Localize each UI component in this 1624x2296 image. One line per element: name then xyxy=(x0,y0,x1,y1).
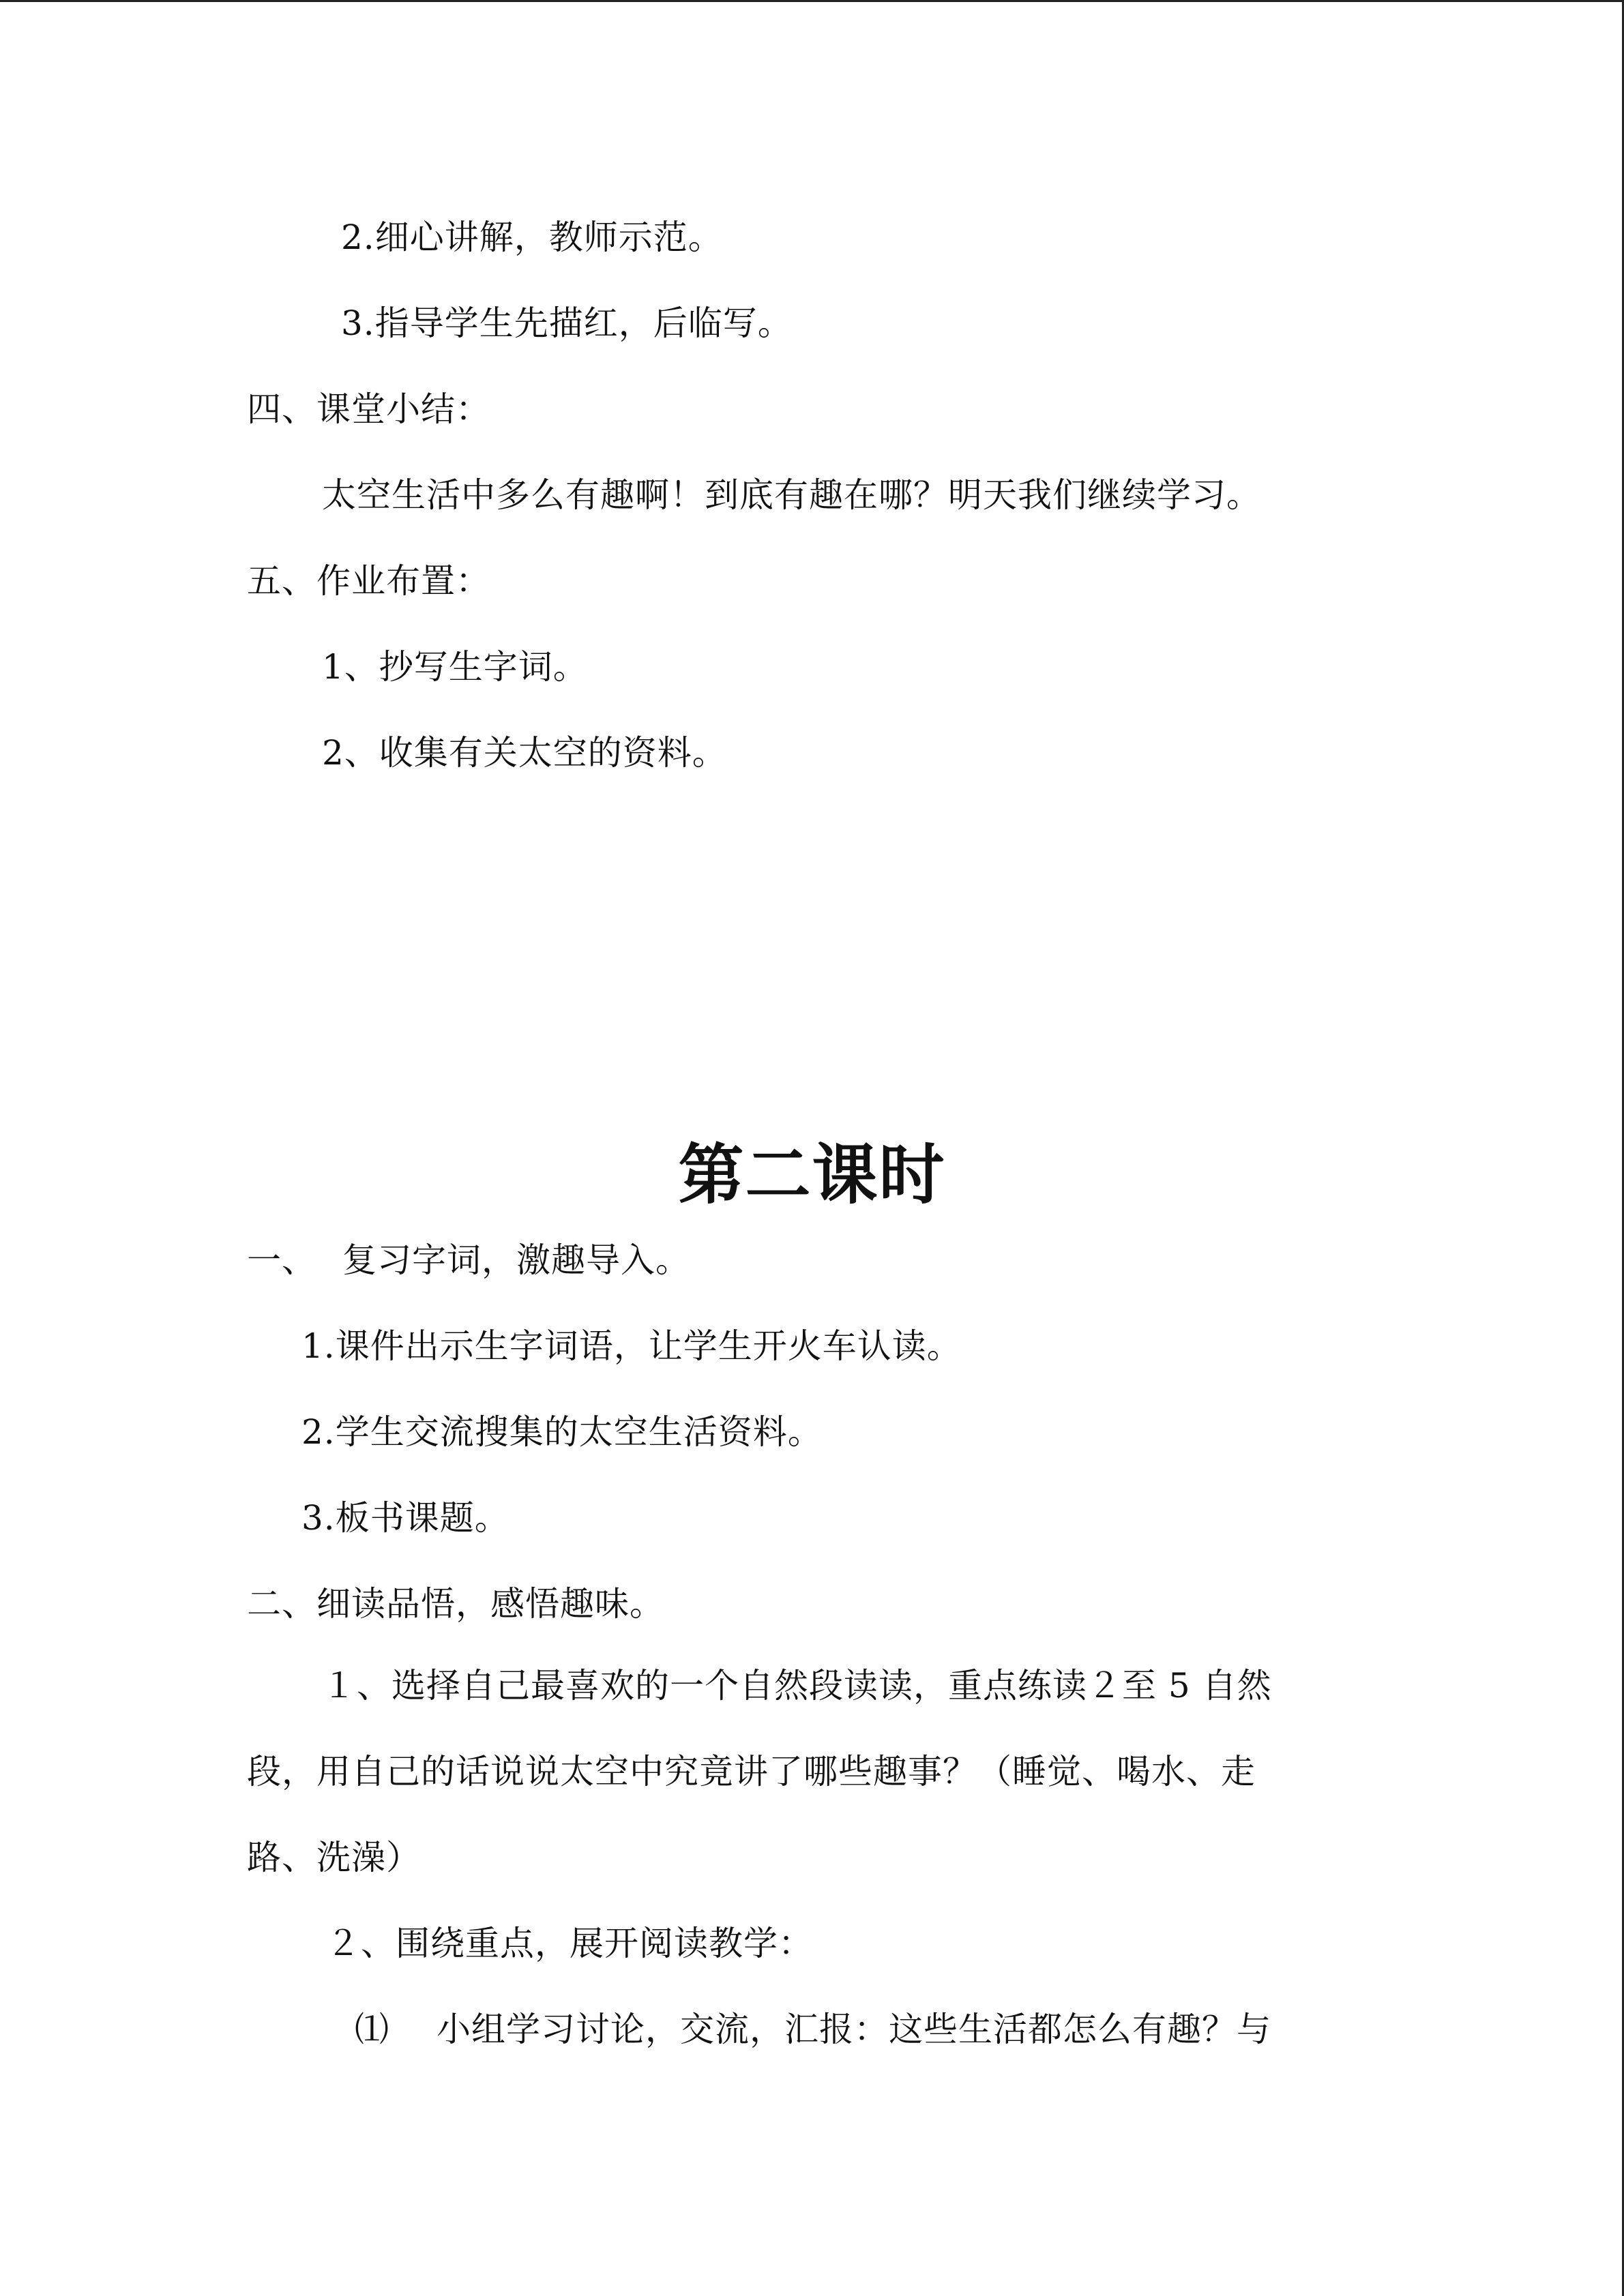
heading-summary: 四、课堂小结： xyxy=(247,389,490,429)
heading-review xyxy=(247,1240,690,1281)
reading-para-1-line-3: 路、洗澡） xyxy=(247,1838,421,1877)
review-item-3: 3.板书课题。 xyxy=(301,1498,510,1538)
review-item-1: 1.课件出示生字词语，让学生开火车认读。 xyxy=(301,1326,962,1366)
top-item-3: 3.指导学生先描红，后临写。 xyxy=(341,303,793,343)
top-item-2: 2.细心讲解，教师示范。 xyxy=(341,218,723,257)
reading-para-1-line-1: １、选择自己最喜欢的一个自然段读读，重点练读２至 5 自然 xyxy=(322,1666,1272,1705)
summary-text: 太空生活中多么有趣啊！到底有趣在哪？明天我们继续学习。 xyxy=(322,475,1261,515)
section-title: 第二课时 xyxy=(678,1137,946,1213)
heading-homework: 五、作业布置： xyxy=(247,561,490,601)
heading-review-text: 复习字词，激趣导入。 xyxy=(342,1240,690,1280)
reading-para-1-line-2: 段，用自己的话说说太空中究竟讲了哪些趣事？（睡觉、喝水、走 xyxy=(247,1752,1256,1791)
reading-para-3 xyxy=(355,2009,1271,2050)
reading-para-3-number: ⑴ xyxy=(355,2010,389,2049)
page-top-border xyxy=(0,0,1624,2)
reading-para-2: ２、围绕重点，展开阅读教学： xyxy=(326,1924,813,1963)
reading-para-3-text: 小组学习讨论，交流，汇报：这些生活都怎么有趣？与 xyxy=(437,2010,1271,2049)
homework-item-1: 1、抄写生字词。 xyxy=(322,647,588,687)
review-item-2: 2.学生交流搜集的太空生活资料。 xyxy=(301,1412,823,1452)
homework-item-2: 2、收集有关太空的资料。 xyxy=(322,733,727,773)
heading-review-number: 一、 xyxy=(247,1240,316,1280)
heading-reading: 二、细读品悟，感悟趣味。 xyxy=(247,1584,664,1624)
